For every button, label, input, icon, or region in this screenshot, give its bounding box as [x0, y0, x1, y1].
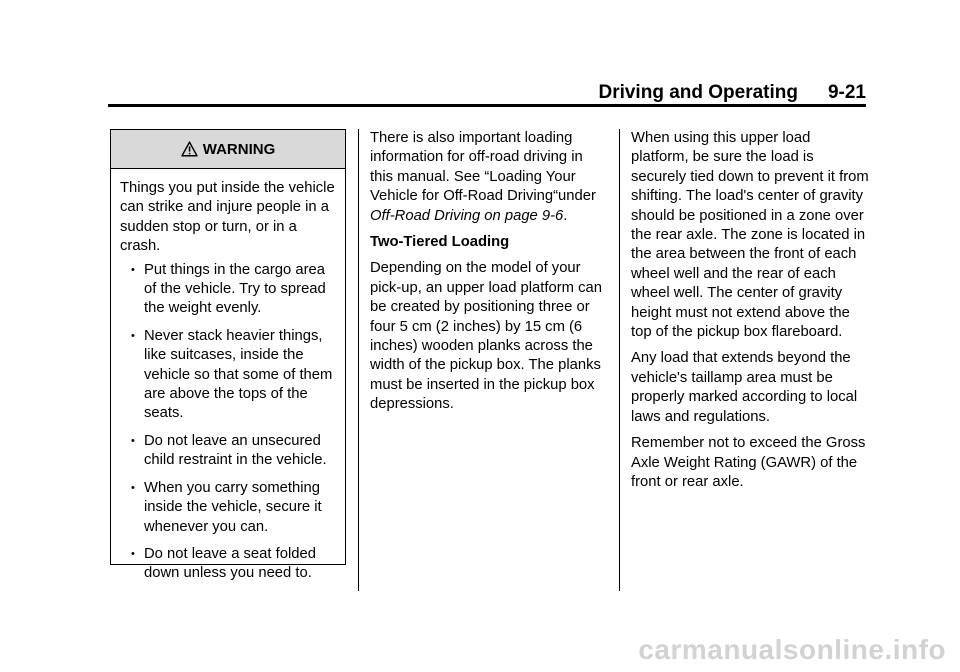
offroad-reference-text: There is also important loading information for off-road driving in this manual. See “Loading Your Vehicle for Off-Road Driving“under — [370, 130, 596, 205]
bullet-dot-icon: • — [131, 547, 135, 560]
warning-bullet — [120, 432, 337, 471]
bullet-dot-icon: • — [131, 434, 135, 447]
warning-bullet-text: When you carry something inside the vehicle, secure it whenever you can. — [144, 479, 322, 535]
warning-bullet-list — [120, 261, 337, 584]
warning-box — [110, 129, 346, 582]
column-divider-left — [358, 129, 359, 591]
two-tiered-loading-heading: Two-Tiered Loading — [370, 234, 510, 251]
page-number: 9-21 — [827, 82, 866, 103]
watermark: carmanualsonline.info — [638, 634, 946, 665]
offroad-reference-end: . — [563, 207, 568, 224]
warning-header — [111, 130, 345, 169]
warning-triangle-icon — [181, 141, 198, 157]
warning-intro: Things you put inside the vehicle can strike and injure people in a sudden stop or turn, or in a crash. — [120, 180, 335, 255]
warning-bullet — [120, 327, 337, 424]
section-title: Driving and Operating — [598, 82, 798, 103]
middle-column — [370, 129, 608, 422]
right-column — [631, 129, 871, 499]
warning-bullet — [120, 261, 337, 319]
offroad-reference-link[interactable]: Off-Road Driving on page 9-6 — [370, 207, 564, 224]
upper-platform-paragraph: When using this upper load platform, be sure the load is securely tied down to prevent it from shifting. The load's center of gravity should be positioned in a zone over the rear axle. The zone is located in the area between the front of each wheel well and the rear of each wheel well. The center of gravity height must not extend above the top of the pickup box flareboard. — [631, 130, 869, 341]
two-tiered-loading-paragraph: Depending on the model of your pick-up, an upper load platform can be created by positioning three or four 5 cm (2 inches) by 15 cm (6 inches) wooden planks across the width of the pickup box. The planks must be inserted in the pickup box depressions. — [370, 260, 602, 413]
gawr-paragraph: Remember not to exceed the Gross Axle Weight Rating (GAWR) of the front or rear axle. — [631, 435, 866, 490]
page-header — [108, 80, 866, 106]
warning-bullet — [120, 479, 337, 537]
bullet-dot-icon: • — [131, 263, 135, 276]
column-divider-right — [619, 129, 620, 591]
warning-body — [111, 169, 345, 584]
warning-bullet-text: Never stack heavier things, like suitcases, inside the vehicle so that some of them are above the tops of the seats. — [144, 327, 333, 422]
header-rule — [108, 104, 866, 107]
offroad-reference-paragraph — [370, 129, 608, 226]
bullet-dot-icon: • — [131, 329, 135, 342]
bullet-dot-icon: • — [131, 481, 135, 494]
warning-bullet-text: Do not leave a seat folded down unless you need to. — [144, 545, 316, 582]
warning-title: WARNING — [202, 140, 276, 158]
taillamp-paragraph: Any load that extends beyond the vehicle's taillamp area must be properly marked according to local laws and regulations. — [631, 350, 858, 425]
warning-bullet-text: Put things in the cargo area of the vehicle. Try to spread the weight evenly. — [144, 261, 326, 317]
warning-bullet-text: Do not leave an unsecured child restraint in the vehicle. — [144, 432, 327, 469]
warning-bullet — [120, 545, 337, 584]
